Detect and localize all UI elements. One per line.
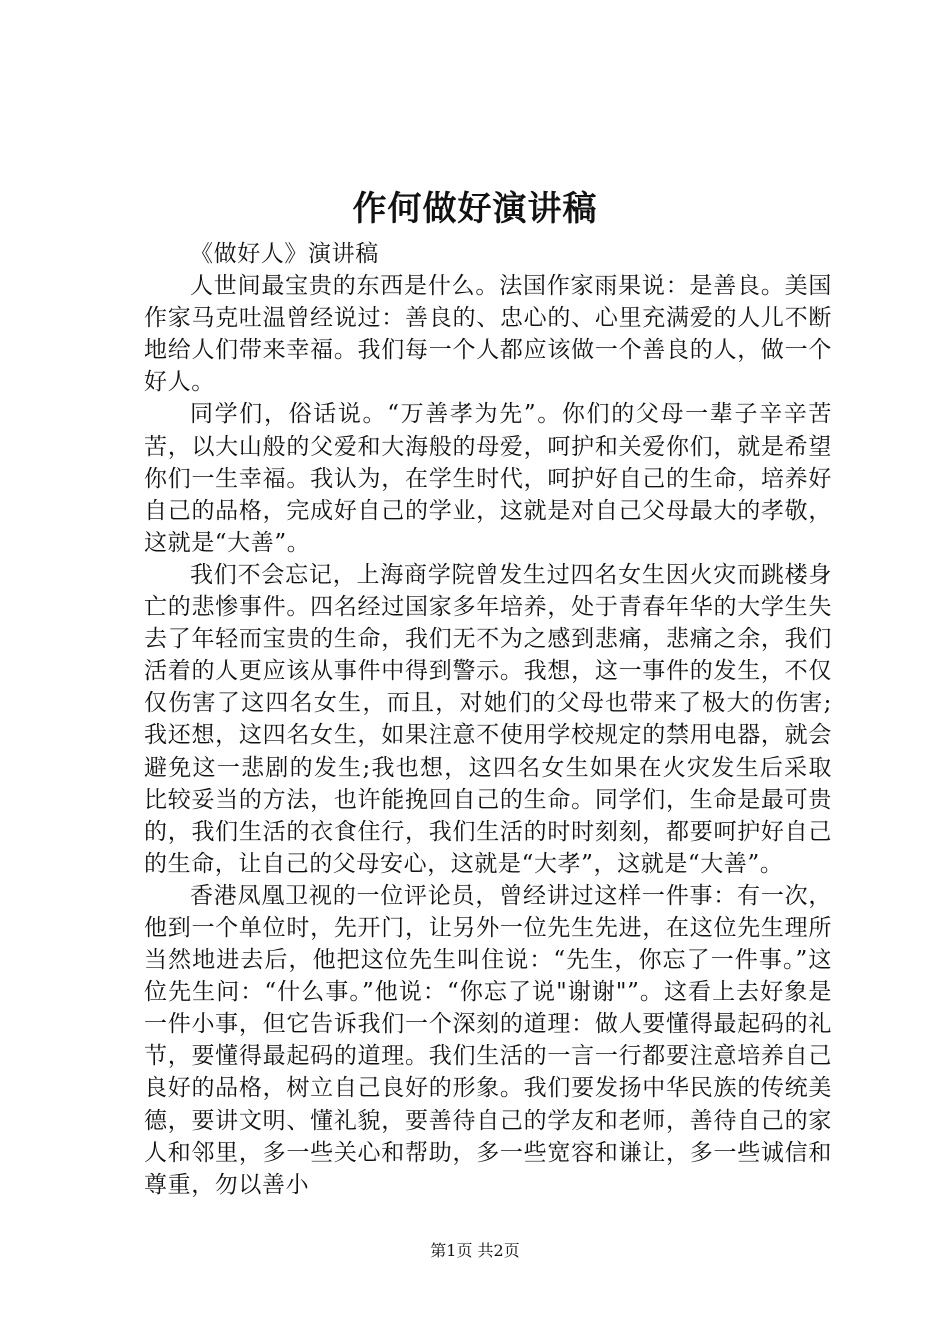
paragraph: 香港凤凰卫视的一位评论员，曾经讲过这样一件事：有一次，他到一个单位时，先开门，让另外一位先生先进，在这位先生理所当然地进去后，他把这位先生叫住说：“先生，你忘了一件事。”这位先生问：“什么事。”他说：“你忘了说"谢谢"”。这看上去好象是一件小事，但它告诉我们一个深刻的道理：做人要懂得最起码的礼节，要懂得最起码的道理。我们生活的一言一行都要注意培养自己良好的品格，树立自己良好的形象。我们要发扬中华民族的传统美德，要讲文明、懂礼貌，要善待自己的学友和老师，善待自己的家人和邻里，多一些关心和帮助，多一些宽容和谦让，多一些诚信和尊重，勿以善小 — [144, 882, 832, 1198]
paragraph: 同学们，俗话说。“万善孝为先”。你们的父母一辈子辛辛苦苦，以大山般的父爱和大海般的母爱，呵护和关爱你们，就是希望你们一生幸福。我认为，在学生时代，呵护好自己的生命，培养好自己的品格，完成好自己的学业，这就是对自己父母最大的孝敬，这就是“大善”。 — [144, 401, 832, 556]
document-subtitle: 《做好人》演讲稿 — [190, 241, 379, 267]
document-body — [144, 238, 832, 1201]
paragraph: 我们不会忘记，上海商学院曾发生过四名女生因火灾而跳楼身亡的悲惨事件。四名经过国家多年培养，处于青春年华的大学生失去了年轻而宝贵的生命，我们无不为之感到悲痛，悲痛之余，我们活着的人更应该从事件中得到警示。我想，这一事件的发生，不仅仅伤害了这四名女生，而且，对她们的父母也带来了极大的伤害;我还想，这四名女生，如果注意不使用学校规定的禁用电器，就会避免这一悲剧的发生;我也想，这四名女生如果在火灾发生后采取比较妥当的方法，也许能挽回自己的生命。同学们，生命是最可贵的，我们生活的衣食住行，我们生活的时时刻刻，都要呵护好自己的生命，让自己的父母安心，这就是“大孝”，这就是“大善”。 — [144, 561, 832, 877]
document-title: 作何做好演讲稿 — [352, 189, 598, 229]
paragraph: 人世间最宝贵的东西是什么。法国作家雨果说：是善良。美国作家马克吐温曾经说过：善良的、忠心的、心里充满爱的人儿不断地给人们带来幸福。我们每一个人都应该做一个善良的人，做一个好人。 — [144, 273, 832, 396]
page-number-footer: 第1页 共2页 — [430, 1241, 520, 1260]
